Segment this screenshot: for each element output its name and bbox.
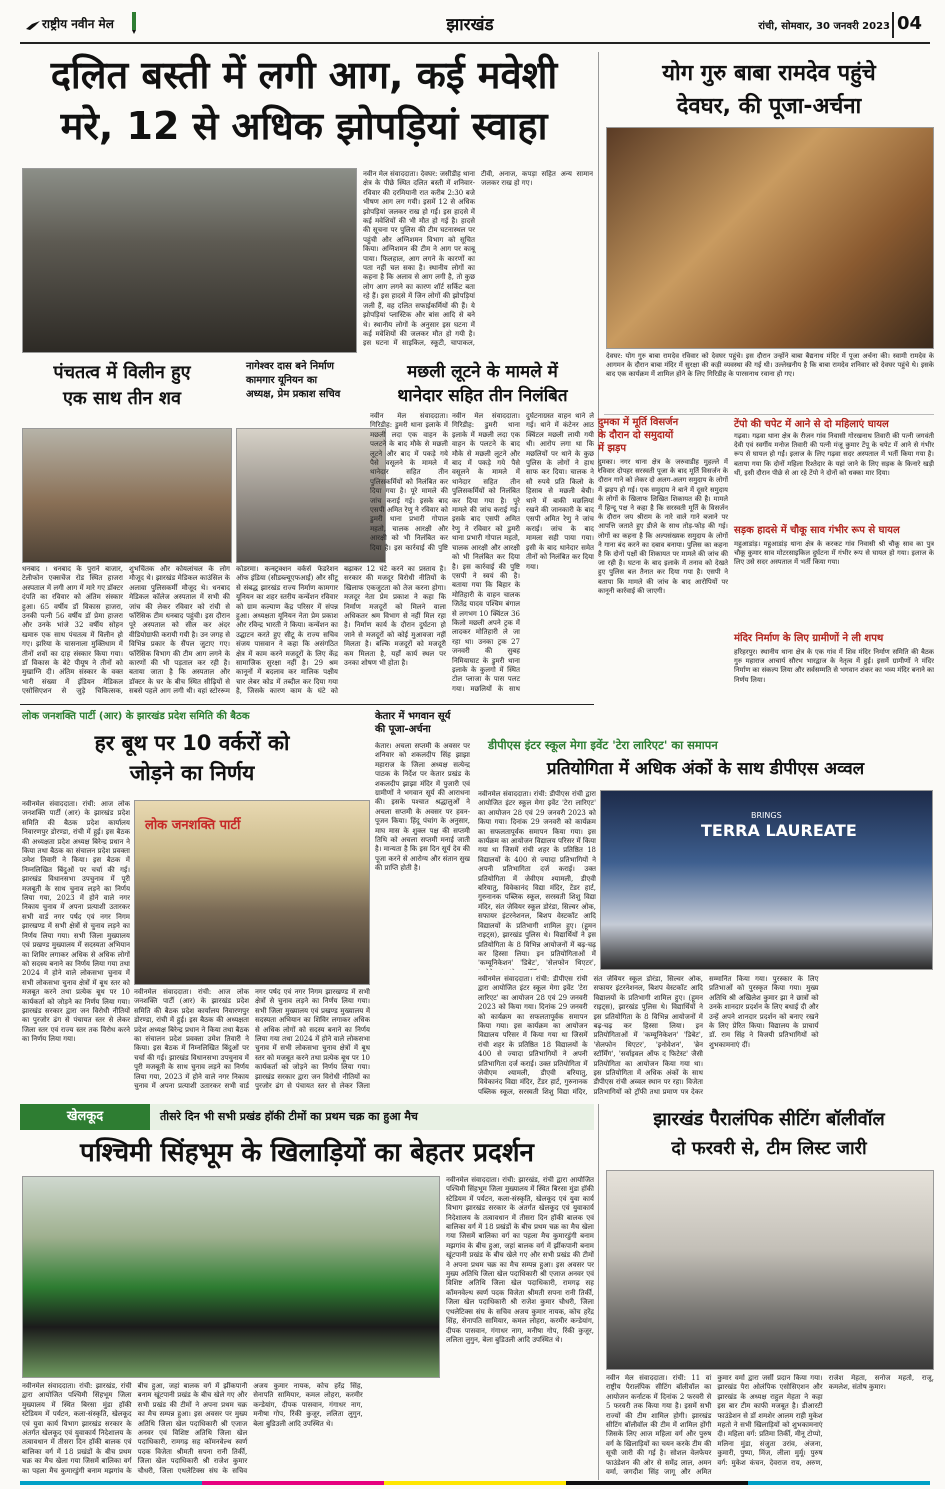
sports-kicker: तीसरे दिन भी सभी प्रखंड हॉकी टीमों का प्रथम चक्र का हुआ मैच — [160, 1110, 418, 1123]
vertical-divider-top — [598, 52, 599, 472]
story4-headline-line2: कामगार यूनियन का — [246, 375, 318, 386]
union-meeting-photo — [236, 428, 386, 563]
page-number-divider — [892, 12, 894, 38]
story5-headline-line2: थानेदार सहित तीन निलंबित — [397, 386, 568, 406]
stage-brings: BRINGS — [751, 811, 782, 820]
story9-headline: मंदिर निर्माण के लिए ग्रामीणों ने ली शपथ — [734, 633, 884, 644]
section-label: झारखंड — [446, 15, 494, 35]
paralympic-team-photo — [606, 1170, 934, 1370]
bird-logo-icon — [26, 16, 40, 26]
story6-body: दुमका। नगर थाना क्षेत्र के जरुवाडीह मुहल्ले में रविवार दोपहर सरस्वती पूजा के बाद मूर्ति विसर्जन के दौरान गाने को लेकर दो अलग-अलग समुदाय के लोगों में झड़प हो गई। एक समुदाय ने बाने में दूसरे समुदाय के लोगों के खिलाफ लिखित शिकायत की है। मामले में हिन्दू पक्ष ने कहा है कि सरस्वती मूर्ति के विसर्जन के दौरान जय श्रीराम के नारे वाले गाने बजाने पर आपत्ति जताते हुए डीजे के साथ तोड़-फोड़ की गई। लोगों का कहना है कि अल्पसंख्यक समुदाय के लोगों ने गाना बंद करने का दबाव बनाया। पुलिस का कहना है कि दोनों पक्षों की शिकायत पर मामले की जांच की जा रही है। घटना के बाद इलाके में तनाव को देखते हुए पुलिस बल तैनात कर दिया गया है। एसपी ने बताया कि मामले की जांच के बाद आरोपियों पर कानूनी कार्रवाई की जाएगी। — [598, 458, 728, 595]
story11-headline-line2: की पूजा-अर्चना — [375, 724, 431, 735]
story6-headline-line3: में झड़प — [598, 443, 627, 454]
ljp-meeting-photo — [134, 800, 370, 985]
sports-body-bottom: नवीनमेल संवाददाता। रांची: झारखंड, रांची द्वारा आयोजित पश्चिमी सिंहभूम जिला मुख्यालय में स्थित बिरसा मुंडा हॉकी स्टेडियम में पर्यटन, कला-संस्कृति, खेलकूद एवं युवा कार्य विभाग झारखंड सरकार के अंतर्गत खेलकूद एवं युवाकार्य निदेशालय के तत्वावधान में तीसरा दिन हॉकी बालक एवं बालिका वर्ग में 18 प्रखंडों के बीच प्रथम चक्र का मैच खेला गया जिसमें बालिका वर्ग का पहला मैच कुमारडुंगी बनाम मझगांव के बीच हुआ, जहां बालक वर्ग में झींकपानी बनाम खूंटपानी प्रखंड के बीच खेले गए और सभी प्रखंड की टीमों ने अपना प्रथम चक्र का मैच सम्पन्न हुआ। इस अवसर पर मुख्य अतिथि जिला खेल पदाधिकारी श्री एजाज अनवर एवं विशिष्ट अतिथि जिला खेल पदाधिकारी, रामगढ़ सह कॉमनवेल्थ स्वर्ण पदक विजेता श्रीमती सपना रानी तिर्की, जिला खेल पदाधिकारी श्री राजेश कुमार चौधरी, जिला एथलेटिक्स संघ के सचिव अजय कुमार नायक, कोच हरेंद्र सिंह, सेनापति सामियार, कमल लोहरा, करमीर कन्डेयांग, दीपक पासवान, गंगाधर नाग, मनीषा गोप, रिंकी कुजूर, ललिता लुगुन, बेला बुडिउली आदि उपस्थित थे। — [22, 1382, 363, 1475]
sports-band — [20, 1104, 594, 1130]
story5-body-left: नवीन मेल संवाददाता। गिरिडीह: डुमरी थाना इलाके में मछली लदा एक वाहन के पलटने के बाद मौके से मछली लूटने और बाद में पकड़े गये पैसे वसूलने के मामले में थानेदार सहित तीन पुलिसकर्मियों को निलंबित कर दिया गया है। पूरे मामले की जांच कराई गई। इसके बाद एसपी अमित रेणु ने रविवार को डुमरी थाना प्रभारी गोपाल महतो, चालक आरक्षी और आरक्षी को भी निलंबित कर दिया है। इस कार्रवाई की पुष्टि — [370, 412, 448, 552]
story2-headline-line1: योग गुरु बाबा रामदेव पहुंचे — [662, 61, 876, 86]
story10-kicker: लोक जनशक्ति पार्टी (आर) के झारखंड प्रदेश समिति की बैठक — [22, 711, 250, 722]
story2-headline — [604, 58, 934, 124]
fire-ruins-photo — [22, 168, 357, 353]
story2-headline-line2: देवघर, की पूजा-अर्चना — [676, 94, 862, 119]
story1-body: नवीन मेल संवाददाता। देवघर: जसीडीह थाना क्षेत्र के पीछे स्थित दलित बस्ती में शनिवार-रविवार की दरमियानी रात करीब 2:30 बजे भीषण आग लग गयी। इसमें 12 से अधिक झोपड़ियां जलकर राख हो गईं। इस हादसे में कई मवेशियों की भी मौत हो गई है। हादसे की सूचना पर पुलिस की टीम घटनास्थल पर पहुंची और अग्निशमन विभाग को सूचित किया। अग्निशमन की टीम ने आग पर काबू पाया। फिलहाल, आग लगने के कारणों का पता नहीं चल सका है। स्थानीय लोगों का कहना है कि अलाव से आग लगी है, तो कुछ लोग आग लगने का कारण शॉर्ट सर्किट बता रहे हैं। इस हादसे में जिन लोगों की झोपड़ियां जली हैं, वह दलित सफाईकर्मियों की हैं। ये झोपड़ियां प्लास्टिक और बांस आदि से बने थे। स्थानीय लोगों के अनुसार इस घटना में कई मवेशियों की जलकर मौत हो गयी है। इस घटना में साइकिल, स्कूटी, चापाकल, टीवी, अनाज, कपड़ा सहित अन्य सामान जलकर राख हो गए। — [363, 170, 593, 348]
story14-body: नवीन मेल संवाददाता। रांची: 11 वां राष्ट्रीय पैरालंपिक सीटिंग बॉलीवॉल का आयोजन कर्नाटक में दिनांक 2 फरवरी से 5 फरवरी तक किया गया है। इसमें सभी राज्यों की टीम शामिल होगी। झारखंड सीटिंग बॉलीवॉल की टीम में शामिल होंगी जिसके लिए आज महिला वर्ग और पुरुष वर्ग के खिलाड़ियों का चयन करके टीम की सूची जारी की गई है। सोशल वेलफेयर फाउंडेशन की ओर से समेंद्र लाल, अमन वर्मा, जगदीश सिंह जागू और अमित कुमार वर्मा द्वारा जर्सी प्रदान किया गया। झारखंड पैरा ओलंपिक एसोसिएशन और झारखंड के अध्यक्ष राहुल मेहता ने कहा इस बार टीम काफी मजबूत है। डीआरटी फाउंडेशन से डॉ शमशेर आलम राही मुकेश महतो ने सभी खिलाड़ियों को शुभकामनाएं दी। महिला वर्ग: प्रतिमा तिर्की, मीनू टोप्पो, मलिना मुंडा, संजुता उरांव, अंजना, कुमारी, पुष्पा, मिंज, लीला मुर्मू। पुरुष वर्ग: मुकेश कंचन, देवराज राय, अरुण, राजेश मेहता, सनोज महतो, राजू, कमलेश, संतोष कुमार। — [606, 1374, 934, 1477]
story10-body: नवीनमेल संवाददाता। रांची: आज लोक जनशक्ति पार्टी (आर) के झारखंड प्रदेश समिति की बैठक प्रदेश कार्यालय निवारणपुर डोरण्डा, रांची में हुई। इस बैठक की अध्यक्षता प्रदेश अध्यक्ष बिरेन्द्र प्रधान ने किया तथा बैठक का संचालन प्रदेश प्रवक्ता उमेश तिवारी ने किया। इस बैठक में निम्नलिखित बिंदुओं पर चर्चा की गई। झारखंड विधानसभा उपचुनाव में पूरी मजबूती के साथ चुनाव लड़ने का निर्णय लिया गया, 2023 में होने वाले नगर निकाय चुनाव में अपना प्रत्याशी उतारकर सभी वार्ड नगर पर्षद एवं नगर निगम झारखण्ड में सभी क्षेत्रों से चुनाव लड़ने का निर्णय लिया गया। सभी जिला मुख्यालय एवं प्रखण्ड मुख्यालय में सदस्यता अभियान का शिविर लगाकर अधिक से अधिक लोगों को सदस्य बनाने का निर्णय लिया गया तथा 2024 में होने वाले लोकसभा चुनाव में सभी लोकसभा चुनाव क्षेत्रों में बूथ स्तर को मजबूत करने तथा प्रत्येक बूथ पर 10 कार्यकर्ता को जोड़ने का निर्णय लिया गया। झारखंड सरकार द्वारा जन विरोधी नीतियों का पुरजोर ढंग से पंचायत स्तर से लेकर जिला स्तर एवं राज्य स्तर तक विरोध करने का निर्णय लिया गया। — [22, 800, 130, 1044]
story7-body: गढ़वा। गढ़वा थाना क्षेत्र के रीजन गांव निवासी गोरखनाथ तिवारी की पत्नी जगवंती देवी एवं स्वर्गीय मनोज तिवारी की पत्नी मंजू कुमार टेंपू के चपेट में आने से गंभीर रूप से घायल हो गईं। इलाज के लिए गढ़वा सदर अस्पताल में भर्ती किया गया है। बताया गया कि दोनों महिला रिश्तेदार के यहां जाने के लिए सड़क के किनारे खड़ी थीं, इसी दौरान पीछे से आ रहे टेंपो ने दोनों को धक्का मार दिया। — [734, 432, 934, 477]
story8-headline: सड़क हादसे में चौकू साव गंभीर रूप से घायल — [734, 525, 900, 536]
story10-body-bottom: नवीनमेल संवाददाता। रांची: आज लोक जनशक्ति पार्टी (आर) के झारखंड प्रदेश समिति की बैठक प्रदेश कार्यालय निवारणपुर डोरण्डा, रांची में हुई। इस बैठक की अध्यक्षता प्रदेश अध्यक्ष बिरेन्द्र प्रधान ने किया तथा बैठक का संचालन प्रदेश प्रवक्ता उमेश तिवारी ने किया। इस बैठक में निम्नलिखित बिंदुओं पर चर्चा की गई। झारखंड विधानसभा उपचुनाव में पूरी मजबूती के साथ चुनाव लड़ने का निर्णय लिया गया, 2023 में होने वाले नगर निकाय चुनाव में अपना प्रत्याशी उतारकर सभी वार्ड नगर पर्षद एवं नगर निगम झारखण्ड में सभी क्षेत्रों से चुनाव लड़ने का निर्णय लिया गया। सभी जिला मुख्यालय एवं प्रखण्ड मुख्यालय में सदस्यता अभियान का शिविर लगाकर अधिक से अधिक लोगों को सदस्य बनाने का निर्णय लिया गया तथा 2024 में होने वाले लोकसभा चुनाव में सभी लोकसभा चुनाव क्षेत्रों में बूथ स्तर को मजबूत करने तथा प्रत्येक बूथ पर 10 कार्यकर्ता को जोड़ने का निर्णय लिया गया। झारखंड सरकार द्वारा जन विरोधी नीतियों का पुरजोर ढंग से पंचायत स्तर से लेकर जिला — [134, 988, 370, 1091]
story12-body: नवीनमेल संवाददाता। रांची: डीपीएस रांची द्वारा आयोजित इंटर स्कूल मेगा इवेंट 'टेरा लारिएट' का आयोजन 28 एवं 29 जनवरी 2023 को किया गया। दिनांक 29 जनवरी को कार्यक्रम का सफलतापूर्वक समापन किया गया। इस कार्यक्रम का आयोजन विद्यालय परिसर में किया गया था जिसमें रांची शहर के प्रतिष्ठित 18 विद्यालयों के 400 से ज्यादा प्रतिभागियों ने अपनी प्रतिभागिता दर्ज कराई। उक्त प्रतियोगिता में जेवीएम श्यामली, डीएवी बरियातु, विवेकानंद विद्या मंदिर, टेंडर हार्ट, गुरुनानक पब्लिक स्कूल, सरस्वती शिशु विद्या मंदिर, संत जेवियर स्कूल डोरंडा, सिल्वर ओक, सफायर इंटरनेशनल, बिशप वेस्टकॉट आदि विद्यालयों के प्रतिभागी शामिल हुए। (हूमन राइट्स), झारखंड पुलिस थे। विद्यार्थियों ने इस प्रतियोगिता के 8 विभिन्न आयोजनों में बढ़-चढ़ कर हिस्सा लिया। इन प्रतियोगिताओं में 'कम्यूनिकेशन' 'डिबेट', 'सेलफोन थिएटर', — [478, 790, 596, 968]
ljp-banner: लोक जनशक्ति पार्टी — [145, 818, 241, 833]
story9-body: हरिहरपुर। स्थानीय थाना क्षेत्र के एक गांव में शिव मंदिर निर्माण समिति की बैठक गुरु महाराज आचार्य सौरभ भारद्वाज के नेतृत्व में हुई। इसमें ग्रामीणों ने मंदिर निर्माण का संकल्प लिया और सर्वसम्मति से भगवान शंकर का भव्य मंदिर बनाने का निर्णय लिया। — [734, 648, 934, 684]
story11-headline-line1: केतार में भगवान सूर्य — [375, 711, 451, 722]
stage-title: TERRA LAUREATE — [701, 821, 857, 840]
story4-body-continued: कोडरमा। कन्स्ट्रक्शन वर्कर्स फेडरेशन ऑफ इंडिया (सीडब्ल्यूएफआई) और सीटू से संबद्ध झारखंड राज्य निर्माण कामगार यूनियन का शहर स्तरीय कन्वेंशन रविवार को ग्राम कल्याण केंद्र परिसर में संपन्न हुआ। अध्यक्षता यूनियन नेता प्रेम प्रकाश और रविन्द्र भारती ने किया। कन्वेंशन का उद्घाटन करते हुए सीटू के राज्य सचिव संजय पासवान ने कहा कि असंगठित क्षेत्र में काम करने मजदूरों के लिए केंद्र सामाजिक सुरक्षा नहीं है। 29 श्रम कानूनों में बदलाव कर मालिक पक्षीय चार लेबर कोड में तब्दील कर दिया गया है, जिसके कारण काम के घंटे को बढ़ाकर 12 घंटे करने का प्रस्ताव है। सरकार की मजदूर विरोधी नीतियों के खिलाफ एकजुटता को तेज करना होगा। मजदूर नेता प्रेम प्रकाश ने कहा कि निर्माण मजदूरों को मिलने वाला अधिकतर श्रम विभाग से नहीं मिल रहा है। निर्माण कार्य के दौरान दुर्घटना हो जाने से मजदूरों को कोई मुआवजा नहीं मिलता है। बल्कि मजदूरों को मजदूरी कम मिलता है, यहाँ कार्य स्थल पर उनका शोषण भी होता है। — [236, 565, 446, 696]
story12-kicker: डीपीएस इंटर स्कूल मेगा इवेंट 'टेरा लारिएट' का समापन — [488, 738, 718, 752]
story6-headline — [598, 416, 728, 455]
story4-headline — [246, 360, 366, 402]
story14-headline-line1: झारखंड पैरालंपिक सीटिंग बॉलीवॉल — [653, 1109, 885, 1130]
story3-headline — [22, 360, 222, 412]
brand-name: राष्ट्रीय नवीन मेल — [42, 17, 114, 31]
story12-body-bottom: नवीनमेल संवाददाता। रांची: डीपीएस रांची द्वारा आयोजित इंटर स्कूल मेगा इवेंट 'टेरा लारिएट' का आयोजन 28 एवं 29 जनवरी 2023 को किया गया। दिनांक 29 जनवरी को कार्यक्रम का सफलतापूर्वक समापन किया गया। इस कार्यक्रम का आयोजन विद्यालय परिसर में किया गया था जिसमें रांची शहर के प्रतिष्ठित 18 विद्यालयों के 400 से ज्यादा प्रतिभागियों ने अपनी प्रतिभागिता दर्ज कराई। उक्त प्रतियोगिता में जेवीएम श्यामली, डीएवी बरियातु, विवेकानंद विद्या मंदिर, टेंडर हार्ट, गुरुनानक पब्लिक स्कूल, सरस्वती शिशु विद्या मंदिर, संत जेवियर स्कूल डोरंडा, सिल्वर ओक, सफायर इंटरनेशनल, बिशप वेस्टकॉट आदि विद्यालयों के प्रतिभागी शामिल हुए। (हूमन राइट्स), झारखंड पुलिस थे। विद्यार्थियों ने इस प्रतियोगिता के 8 विभिन्न आयोजनों में बढ़-चढ़ कर हिस्सा लिया। इन प्रतियोगिताओं में 'कम्यूनिकेशन' 'डिबेट', 'सेलफोन थिएटर', 'इनोवेशन', 'ब्रेन स्टॉर्मिंग', 'सर्वाइवल ऑफ द फिटेस्ट' जैसी प्रतियोगिता का आयोजन किया गया था। इस प्रतियोगिता में अधिक अंकों के साथ डीपीएस रांची अव्वल स्थान पर रहा। विजेता प्रतिभागियों को ट्रॉफी तथा प्रमाण पत्र देकर सम्मानित किया गया। पुरस्कार के लिए प्रतिभाओं को पुरस्कृत किया गया। मुख्य अतिथि श्री अखिलेश कुमार झा ने छात्रों को उनके शानदार प्रदर्शन के लिए बधाई दी और उन्हें अपने शानदार प्रदर्शन को बनाए रखने के लिए प्रेरित किया। विद्यालय के प्राचार्य डॉ. राम सिंह ने विजयी प्रतिभागियों को शुभकामनाएं दीं। — [478, 975, 819, 1096]
story6-headline-line1: दुमका में मूर्ति विसर्जन — [598, 417, 679, 428]
sports-headline: पश्चिमी सिंहभूम के खिलाड़ियों का बेहतर प्रदर्शन — [80, 1138, 534, 1168]
ramdev-puja-photo — [606, 127, 934, 349]
story1-headline-line1: दलित बस्ती में लगी आग, कई मवेशी — [50, 53, 558, 97]
story11-headline — [375, 710, 505, 736]
hockey-team-photo — [22, 1176, 440, 1378]
cremation-photo — [22, 428, 232, 563]
masthead-rule — [20, 42, 930, 44]
story3-body: धनबाद । धनबाद के पुराने बाजार, टेलीफोन एक्सचेंज रोड स्थित हाजरा अस्पताल में लगी आग में मारे गए डॉक्टर दंपति का रविवार को अंतिम संस्कार हुआ। 65 वर्षीय डॉ विकास हाजरा, उनकी पत्नी 56 वर्षीय डॉ प्रेमा हाजरा और उनके भांजे 32 वर्षीय सोहन खमारु एक साथ पंचतत्व में विलीन हो गए। झरिया के चासनाला मुक्तिधाम में तीनों शवों का दाह संस्कार किया गया। डॉ विकास के बेटे पीयूष ने तीनों को मुखाग्नि दी। अंतिम संस्कार के वक्त भारी संख्या में इंडियन मेडिकल एसोसिएशन से जुड़े चिकित्सक, शुभचिंतक और कोयलांचल के लोग मौजूद थे। झारखंड मेडिकल काउंसिल के अलावा पुलिसकर्मी मौजूद थे। धनबाद मेडिकल कॉलेज अस्पताल में सभी की जांच की लेकर रविवार को रांची से फॉरेंसिक टीम धनबाद पहुंची। इस दौरान पूरे अस्पताल को सील कर अंदर वीडियोग्राफी करायी गयी है। उन जगह से विभिन्न प्रकार के सैंपल जुटाए गए। फॉरेंसिक विभाग की टीम आग लगने के कारणों की भी पड़ताल कर रही है। बताया जाता है कि अस्पताल और डॉक्टर के घर के बीच स्थित सीढ़ियों से सबसे पहले आग लगी थी। वहां स्टोररूम — [22, 565, 230, 696]
vertical-divider-bottom — [598, 1104, 599, 1480]
story4-headline-line3: अध्यक्ष, प्रेम प्रकाश सचिव — [246, 389, 341, 400]
story10-headline-line2: जोड़ने का निर्णय — [129, 761, 255, 785]
story10-headline-line1: हर बूथ पर 10 वर्करों को — [94, 731, 290, 755]
pencil-icon — [130, 12, 138, 34]
dateline: रांची, सोमवार, 30 जनवरी 2023 — [758, 21, 890, 32]
story1-headline — [14, 50, 594, 170]
print-registration-strip — [20, 1481, 930, 1485]
story7-headline: टेंपो की चपेट में आने से दो महिलाएं घायल — [734, 419, 889, 430]
story12-headline: प्रतियोगिता में अधिक अंकों के साथ डीपीएस अव्वल — [546, 759, 865, 779]
sports-section-label: खेलकूद — [20, 1104, 150, 1130]
dps-stage-photo — [600, 790, 933, 970]
sports-body: नवीनमेल संवाददाता। रांची: झारखंड, रांची द्वारा आयोजित पश्चिमी सिंहभूम जिला मुख्यालय में स्थित बिरसा मुंडा हॉकी स्टेडियम में पर्यटन, कला-संस्कृति, खेलकूद एवं युवा कार्य विभाग झारखंड सरकार के अंतर्गत खेलकूद एवं युवाकार्य निदेशालय के तत्वावधान में तीसरा दिन हॉकी बालक एवं बालिका वर्ग में 18 प्रखंडों के बीच प्रथम चक्र का मैच खेला गया जिसमें बालिका वर्ग का पहला मैच कुमारडुंगी बनाम मझगांव के बीच हुआ, जहां बालक वर्ग में झींकपानी बनाम खूंटपानी प्रखंड के बीच खेले गए और सभी प्रखंड की टीमों ने अपना प्रथम चक्र का मैच सम्पन्न हुआ। इस अवसर पर मुख्य अतिथि जिला खेल पदाधिकारी श्री एजाज अनवर एवं विशिष्ट अतिथि जिला खेल पदाधिकारी, रामगढ़ सह कॉमनवेल्थ स्वर्ण पदक विजेता श्रीमती सपना रानी तिर्की, जिला खेल पदाधिकारी श्री राजेश कुमार चौधरी, जिला एथलेटिक्स संघ के सचिव अजय कुमार नायक, कोच हरेंद्र सिंह, सेनापति सामियार, कमल लोहरा, करमीर कन्डेयांग, दीपक पासवान, गंगाधर नाग, मनीषा गोप, रिंकी कुजूर, ललिता लुगुन, बेला बुडिउली आदि उपस्थित थे। — [446, 1176, 594, 1344]
story14-headline-line2: दो फरवरी से, टीम लिस्ट जारी — [671, 1138, 867, 1159]
story4-headline-line1: नागेश्वर दास बने निर्माण — [246, 361, 334, 372]
story14-headline — [604, 1106, 934, 1164]
story1-headline-line2: मरे, 12 से अधिक झोपड़ियां स्वाहा — [60, 104, 548, 148]
story5-headline — [370, 360, 595, 408]
section-rule-1 — [20, 704, 594, 705]
story11-body: केतार। अचला सप्तमी के अवसर पर शनिवार को शकलदीप सिंह झाझा महाराज के जिला अध्यक्ष सत्येन्द्र पाठक के निर्देश पर केतार प्रखंड के शकलदीप झाझा मंदिर में पुजारी एवं ग्रामीणों ने भगवान सूर्य की आराधना की। इसके पश्चात श्रद्धालुओं ने अचला सप्तमी के अवसर पर हवन-पूजन किया। हिंदू पंचांग के अनुसार, माघ मास के शुक्ल पक्ष की सप्तमी तिथि को अचला सप्तमी मनाई जाती है। मान्यता है कि इस दिन सूर्य देव की पूजा करने से आरोग्य और संतान सुख की प्राप्ति होती है। — [375, 742, 470, 873]
story5-headline-line1: मछली लूटने के मामले में — [407, 362, 558, 382]
story5-body: नवीन मेल संवाददाता। गिरिडीह: डुमरी थाना इलाके में मछली लदा एक वाहन के पलटने के बाद मौके से मछली लूटने और बाद में पकड़े गये पैसे वसूलने के मामले में थानेदार सहित तीन पुलिसकर्मियों को निलंबित कर दिया गया है। पूरे मामले की जांच कराई गई। इसके बाद एसपी अमित रेणु ने रविवार को डुमरी थाना प्रभारी गोपाल महतो, चालक आरक्षी और आरक्षी को भी निलंबित कर दिया है। इस कार्रवाई की पुष्टि एसपी ने स्वयं की है। बताया गया कि बिहार के मोतिहारी के वाहन चालक जितेंद्र यादव पश्चिम बंगाल से लगभग 10 क्विंटल 36 किलो मछली अपने ट्रक में लादकर मोतिहारी ले जा रहा था। उनका ट्रक 27 जनवरी की सुबह निमियाघाट के डुमरी थाना इलाके के कुलगो में स्थित टोल प्लाजा के पास पलट गया। मछलियों के साथ दुर्घटनाग्रस्त वाहन थाने ले गई। थाने में कंटेनर आठ क्विंटल मछली लायी गयी थी। आरोप लगा था कि मछलियों पर थाने के कुछ पुलिस के लोगों ने हाथ साफ कर दिया। चालक ने सौ रुपये प्रति किलो के हिसाब से मछली बेची। थाने में बाकी मछलियां रखने की जानकारी के बाद एसपी अमित रेणु ने जांच कराई। जांच के बाद मामला सही पाया गया। इसी के बाद थानेदार समेत तीनों को निलंबित कर दिया गया। — [452, 412, 594, 693]
masthead — [0, 0, 945, 46]
story2-caption: देवघर: योग गुरु बाबा रामदेव रविवार को देवघर पहुंचे। इस दौरान उन्होंने बाबा बैद्यनाथ मंदिर में पूजा अर्चना की। स्वामी रामदेव के आगमन के दौरान बाबा मंदिर में सुरक्षा की कड़ी व्यवस्था की गई थी। उल्लेखनीय है कि बाबा रामदेव शनिवार को देवघर पहुंचे थे। इसके बाद एक कार्यक्रम में शामिल होने के लिए गिरिडीह के पारसनाथ रवाना हो गए। — [606, 352, 934, 378]
story3-headline-line1: पंचतत्व में विलीन हुए — [53, 362, 191, 383]
story6-headline-line2: के दौरान दो समुदायों — [598, 430, 674, 441]
story3-headline-line2: एक साथ तीन शव — [62, 388, 182, 409]
rule-right-1 — [604, 414, 934, 415]
page-number: 04 — [897, 13, 923, 34]
story10-headline — [22, 728, 362, 788]
story8-body: महुआडांड़। महुआडांड़ थाना क्षेत्र के करकट गांव निवासी श्री चौकू साव का पुत्र चौकू कुमार साव मोटरसाइकिल दुर्घटना में गंभीर रूप से घायल हो गया। इलाज के लिए उसे सदर अस्पताल में भर्ती किया गया। — [734, 540, 934, 567]
